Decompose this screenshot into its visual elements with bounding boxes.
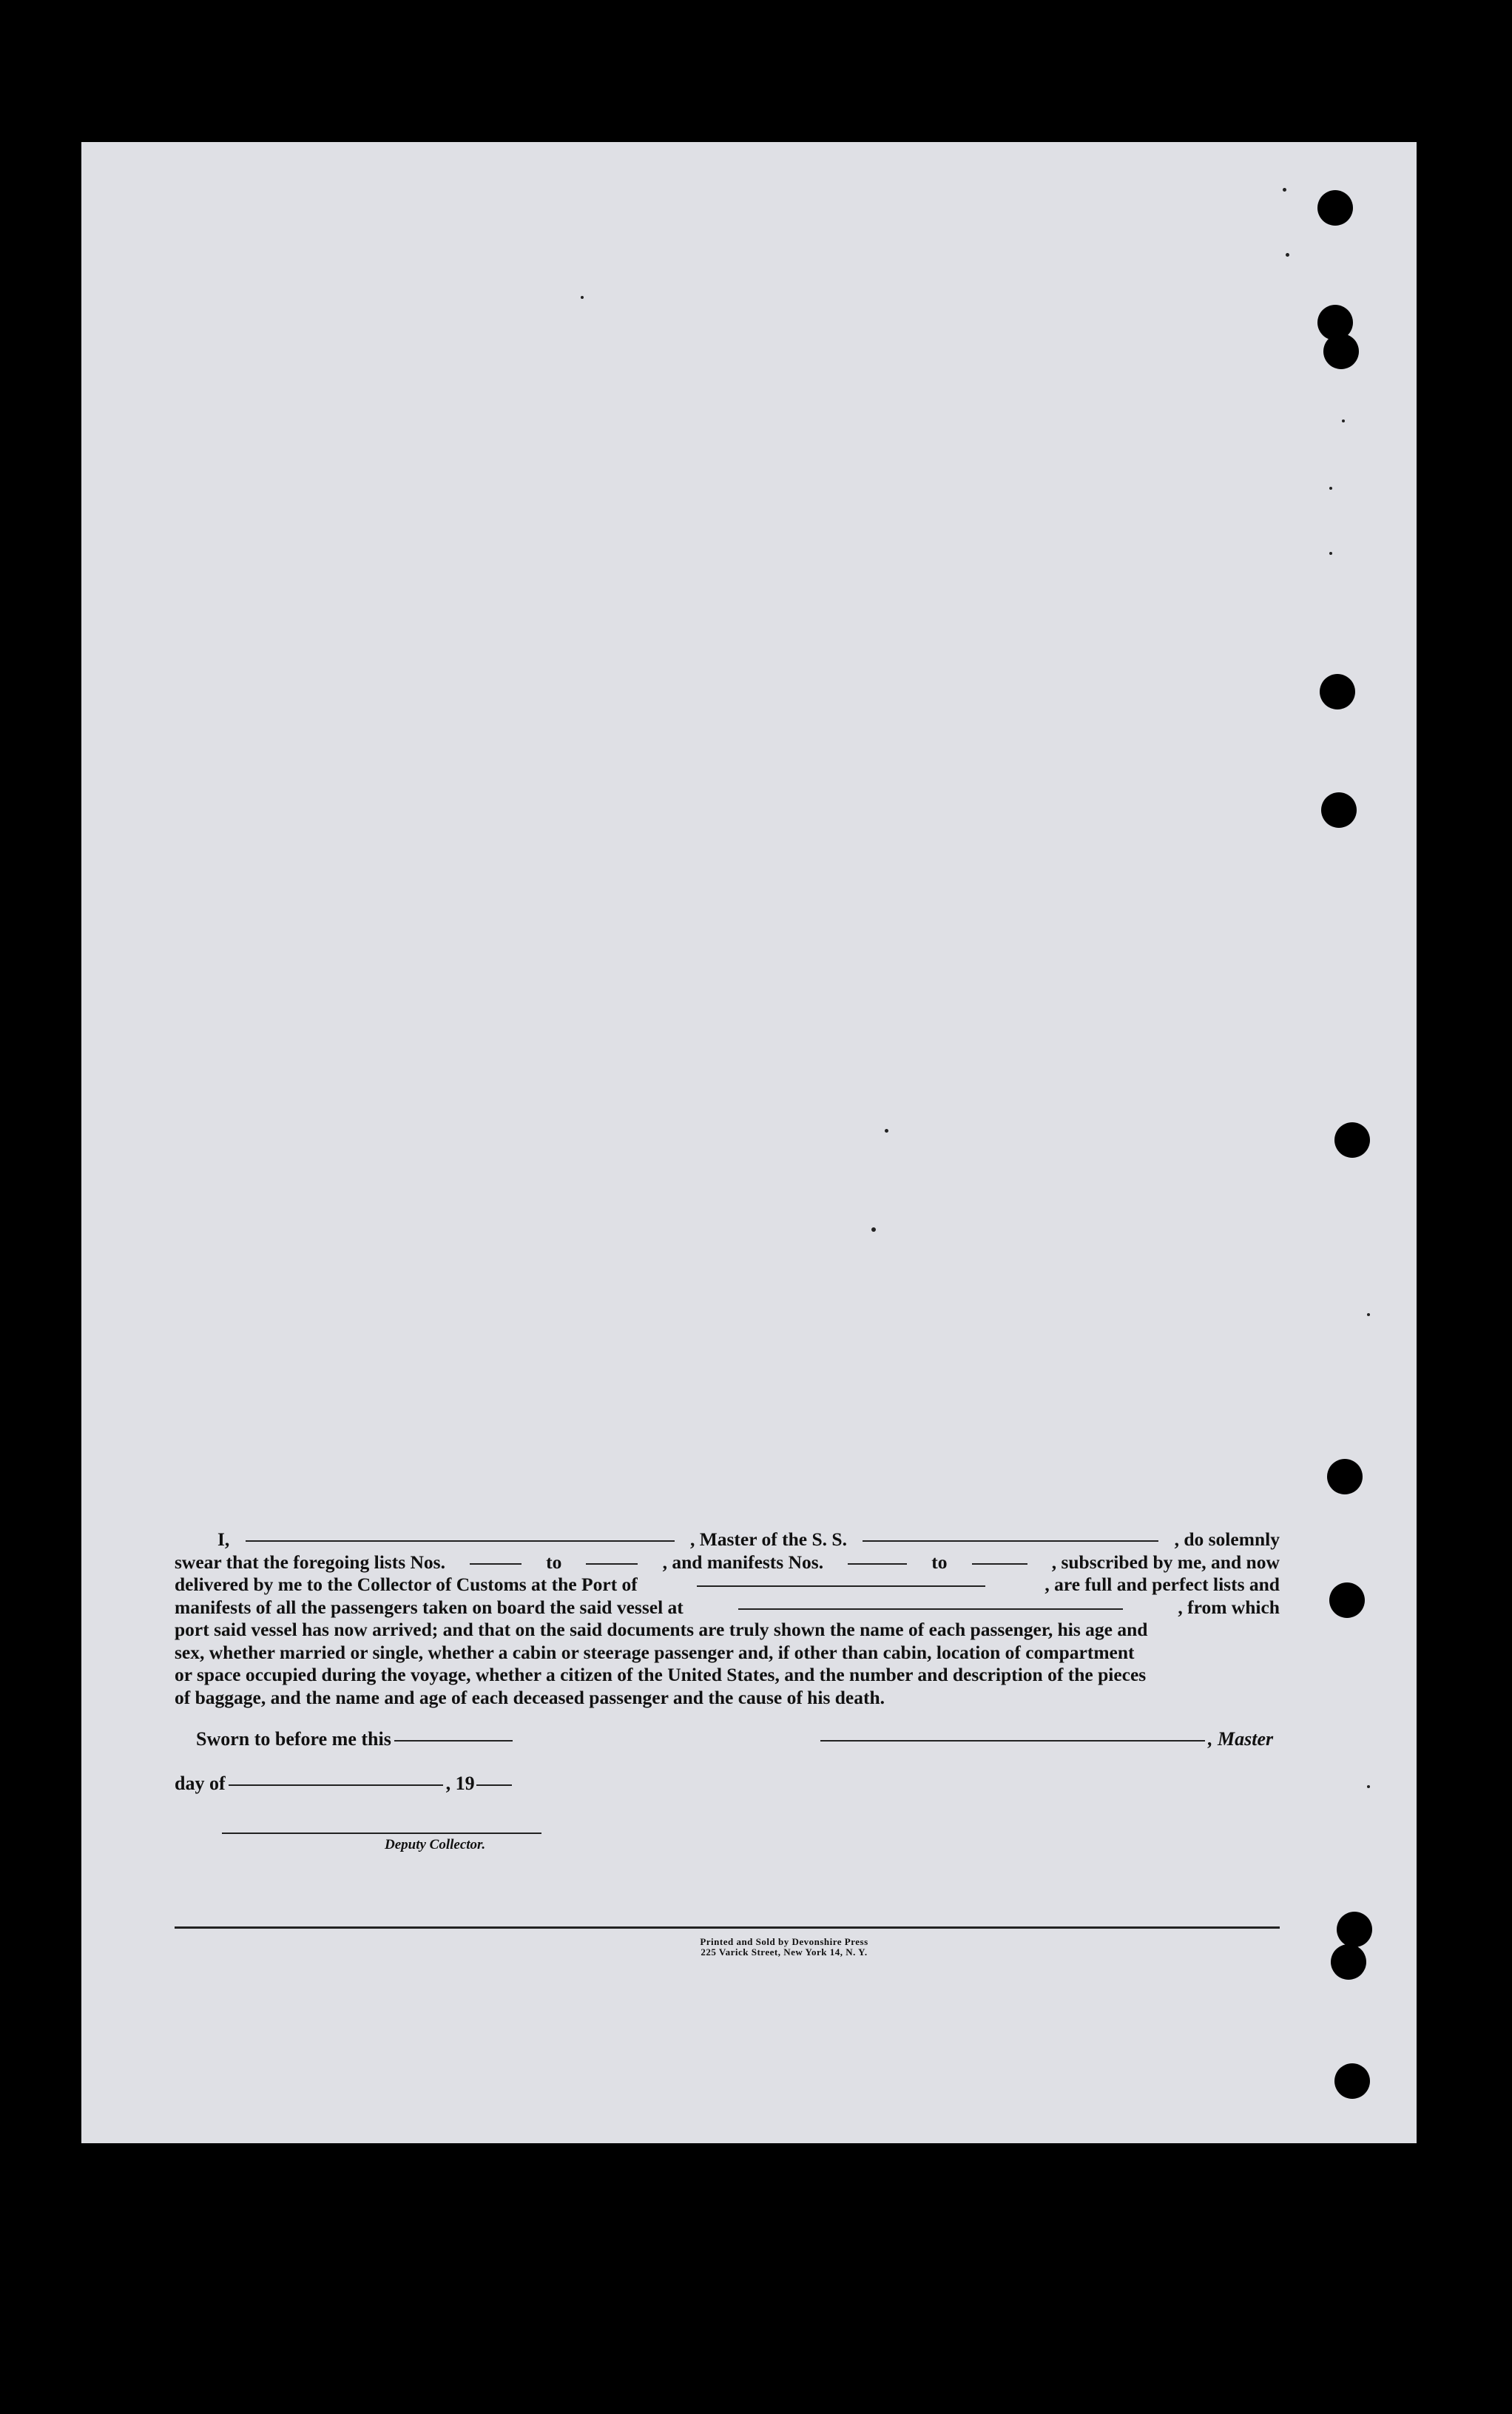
punch-hole xyxy=(1329,1582,1365,1618)
day-label: day of xyxy=(175,1773,226,1794)
dust-speck xyxy=(1329,552,1332,555)
punch-hole xyxy=(1331,1944,1366,1980)
oath-line-8 xyxy=(175,1687,1280,1710)
oath-line-7 xyxy=(175,1664,1280,1687)
ship-name-blank xyxy=(863,1540,1158,1542)
punch-hole xyxy=(1320,674,1355,709)
oath-text: delivered by me to the Collector of Customs at the Port of xyxy=(175,1574,638,1595)
oath-text: , Master of the S. S. xyxy=(689,1528,847,1550)
master-name-blank xyxy=(246,1540,675,1542)
dust-speck xyxy=(1342,419,1345,422)
punch-hole xyxy=(1323,334,1359,369)
departure-port-blank xyxy=(738,1608,1123,1610)
punch-hole xyxy=(1334,2063,1370,2099)
dust-speck xyxy=(1283,188,1286,192)
year-label: , 19 xyxy=(445,1773,475,1794)
sworn-label: Sworn to before me this xyxy=(196,1728,391,1750)
port-blank xyxy=(697,1585,985,1587)
punch-hole xyxy=(1321,792,1357,828)
oath-text: , subscribed by me, and now xyxy=(1051,1551,1280,1573)
imprint-line: 225 Varick Street, New York 14, N. Y. xyxy=(701,1946,868,1958)
footer-divider xyxy=(175,1926,1280,1929)
sworn-line xyxy=(196,1728,516,1750)
deputy-signature-line xyxy=(222,1833,541,1834)
dust-speck xyxy=(871,1227,876,1232)
oath-text: sex, whether married or single, whether a cabin or steerage passenger and, if other than cabin, location of compartment xyxy=(175,1641,1135,1663)
oath-text: of baggage, and the name and age of each deceased passenger and the cause of his death. xyxy=(175,1686,885,1708)
dust-speck xyxy=(1367,1785,1370,1788)
form-page xyxy=(81,142,1417,2143)
master-signature-line xyxy=(817,1728,1273,1750)
oath-line-4 xyxy=(175,1597,1280,1619)
imprint-line: Printed and Sold by Devonshire Press xyxy=(700,1936,868,1947)
dust-speck xyxy=(1367,1313,1370,1316)
oath-text: , are full and perfect lists and xyxy=(1044,1574,1280,1595)
dust-speck xyxy=(885,1129,888,1133)
oath-text: I, xyxy=(217,1528,230,1550)
oath-text: , from which xyxy=(1178,1596,1280,1618)
punch-hole xyxy=(1334,1122,1370,1158)
manifest-from-blank xyxy=(848,1563,907,1565)
manifest-to-blank xyxy=(972,1563,1027,1565)
oath-line-6 xyxy=(175,1642,1280,1665)
deputy-collector-label: Deputy Collector. xyxy=(385,1837,486,1852)
oath-text: to xyxy=(931,1551,948,1573)
punch-hole xyxy=(1317,190,1353,226)
master-label: , Master xyxy=(1208,1728,1274,1750)
list-from-blank xyxy=(470,1563,522,1565)
list-to-blank xyxy=(586,1563,638,1565)
oath-line-3 xyxy=(175,1574,1280,1597)
oath-line-2 xyxy=(175,1551,1280,1574)
punch-hole xyxy=(1327,1459,1363,1494)
dust-speck xyxy=(1329,487,1332,490)
dust-speck xyxy=(581,296,584,299)
oath-paragraph xyxy=(175,1528,1280,1709)
punch-hole xyxy=(1337,1912,1372,1947)
oath-line-5 xyxy=(175,1619,1280,1642)
oath-text: port said vessel has now arrived; and that on the said documents are truly shown the name of each passenger, his age and xyxy=(175,1619,1148,1640)
printer-imprint xyxy=(562,1937,1006,1958)
oath-text: or space occupied during the voyage, whether a citizen of the United States, and the number and description of the pieces xyxy=(175,1664,1147,1685)
sworn-date-blank xyxy=(394,1740,513,1742)
oath-text: , and manifests Nos. xyxy=(662,1551,824,1573)
day-line xyxy=(175,1773,515,1795)
oath-text: , do solemnly xyxy=(1174,1528,1280,1550)
month-blank xyxy=(229,1784,443,1786)
oath-text: manifests of all the passengers taken on board the said vessel at xyxy=(175,1596,684,1618)
oath-text: swear that the foregoing lists Nos. xyxy=(175,1551,445,1573)
master-signature-blank xyxy=(820,1740,1205,1742)
oath-line-1 xyxy=(175,1528,1280,1551)
year-blank xyxy=(476,1784,512,1786)
dust-speck xyxy=(1286,253,1289,257)
oath-text: to xyxy=(546,1551,562,1573)
